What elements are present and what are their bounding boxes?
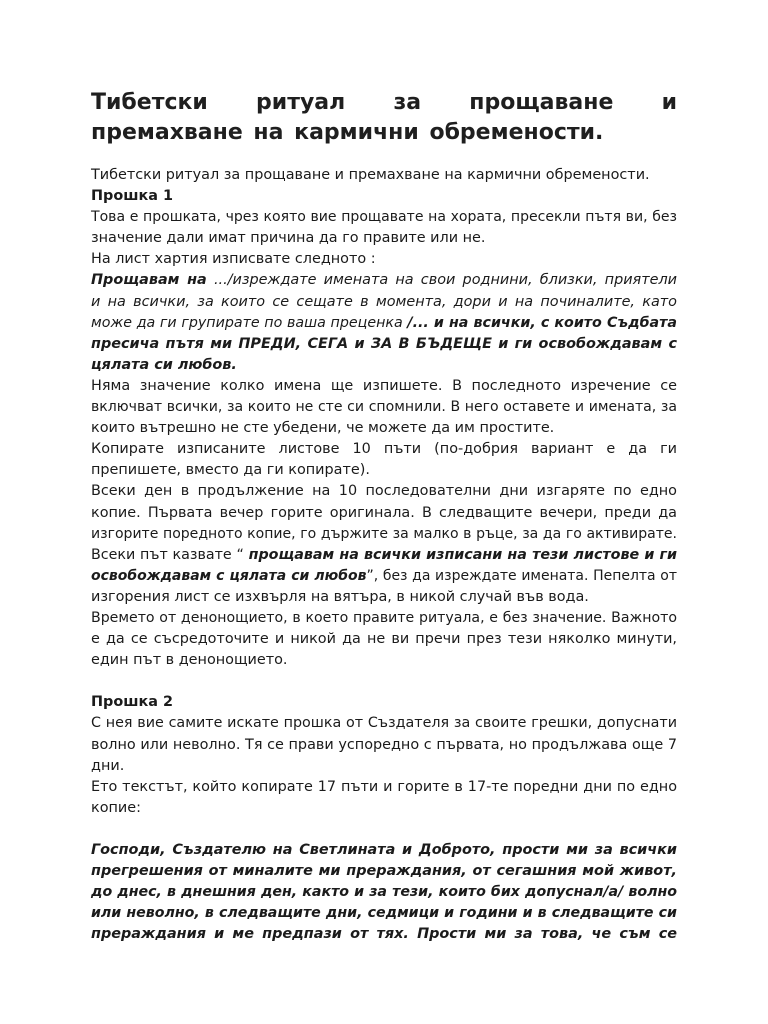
spacer (91, 671, 677, 692)
quote-line (91, 270, 677, 291)
paragraph-line: С нея вие самите искате прошка от Създателя за своите грешки, допуснати (91, 715, 677, 732)
paragraph-line (91, 545, 677, 566)
quote-text: може да ги групирате по ваша преценка (91, 314, 408, 331)
prayer-line: прераждания и ме предпази от тях. Прости ми за това, че съм се (91, 926, 677, 943)
quote-text: .../изреждате имената на свои роднини, близки, приятели (206, 272, 677, 289)
quote-line: цялата си любов. (91, 356, 237, 373)
prayer-line: или неволно, в следващите дни, седмици и години и в следващите си (91, 905, 677, 922)
paragraph-line: които вътрешно не сте убедени, че можете да им простите. (91, 420, 555, 437)
quote-line (91, 313, 677, 334)
intro-line: Тибетски ритуал за прощаване и премахване на кармични обремености. (91, 167, 650, 183)
title-line-2: кармични обремености. (294, 120, 604, 145)
paragraph-line: изгорения лист се изхвърля на вятъра, в никой случай във вода. (91, 588, 589, 605)
section-heading-1: Прошка 1 (91, 188, 174, 205)
title-line-1: Тибетски ритуал за прощаване и премахване на (91, 90, 677, 145)
paragraph-line (91, 566, 677, 587)
paragraph-line: копие. Първата вечер горите оригинала. В следващите вечери, преди да (91, 504, 677, 521)
quote-line: и на всички, за които се сещате в момента, дори и на починалите, като (91, 293, 677, 310)
paragraph-line: волно или неволно. Тя се прави успоредно с първата, но продължава още 7 (91, 736, 677, 753)
paragraph-line: изгорите поредното копие, го държите за малко в ръце, за да го активирате. (91, 525, 677, 542)
paragraph-line: Всеки ден в продължение на 10 последователни дни изгаряте по едно (91, 483, 677, 500)
paragraph-line: Копирате изписаните листове 10 пъти (по-добрия вариант е да ги (91, 441, 677, 458)
paragraph-line: Няма значение колко имена ще изпишете. В последното изречение се (91, 377, 677, 394)
quote-emphasis: /... и на всички, с които Съдбата (407, 314, 677, 331)
paragraph-line: Времето от денонощието, в което правите ритуала, е без значение. Важното (91, 609, 677, 626)
section-heading-2: Прошка 2 (91, 694, 174, 711)
paragraph-text: ”, без да изреждате имената. Пепелта от (366, 567, 677, 584)
prayer-line: Господи, Създателю на Светлината и Доброто, прости ми за всички (91, 842, 677, 858)
quote-emphasis: прощавам на всички изписани на тези листове и ги (248, 546, 677, 563)
spacer (91, 819, 677, 840)
paragraph-line: копие: (91, 799, 141, 816)
prayer-line: прегрешения от миналите ми прераждания, от сегашния мой живот, (91, 863, 677, 880)
paragraph-line: дни. (91, 757, 125, 774)
quote-line: пресича пътя ми ПРЕДИ, СЕГА и ЗА В БЪДЕЩЕ и ги освобождавам с (91, 335, 677, 352)
quote-emphasis: освобождавам с цялата си любов (91, 567, 367, 584)
document-body (91, 165, 677, 945)
paragraph-line: един път в денонощието. (91, 652, 288, 669)
document-title (91, 88, 677, 148)
paragraph-line: е да се съсредоточите и никой да не ви пречи през тези няколко минути, (91, 631, 677, 648)
paragraph-line: На лист хартия изписвате следното : (91, 251, 376, 268)
paragraph-text: Всеки път казвате “ (91, 546, 249, 563)
quote-lead: Прощавам на (91, 272, 207, 289)
paragraph-line: значение дали имат причина да го правите или не. (91, 230, 486, 247)
prayer-line: до днес, в днешния ден, както и за тези, които бих допуснал/а/ волно (91, 884, 677, 901)
paragraph-line: включват всички, за които не сте си спомнили. В него оставете и имената, за (91, 399, 677, 416)
paragraph-line: Това е прошката, чрез която вие прощавате на хората, пресекли пътя ви, без (91, 209, 677, 226)
paragraph-line: Ето текстът, който копирате 17 пъти и горите в 17-те поредни дни по едно (91, 778, 677, 795)
paragraph-line: препишете, вместо да ги копирате). (91, 462, 370, 479)
